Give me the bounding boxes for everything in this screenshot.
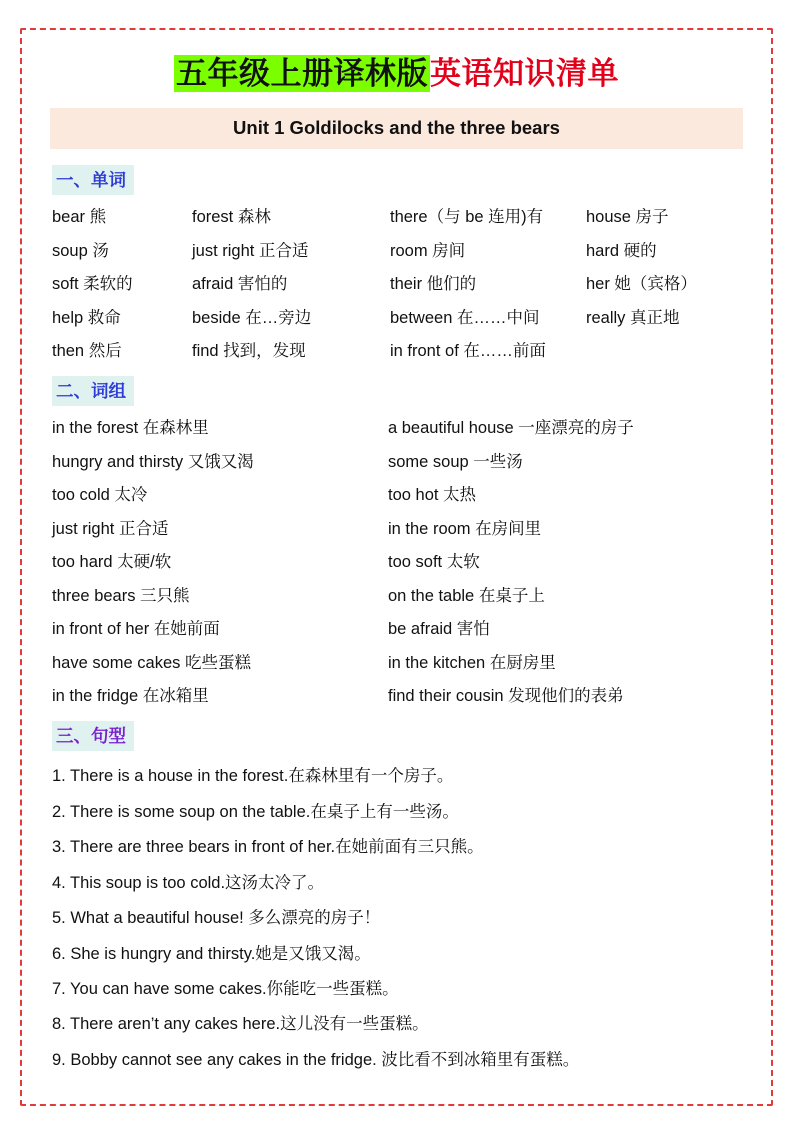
list-item: 3. There are three bears in front of her.在她前面有三只熊。 xyxy=(52,838,484,857)
sentences-list xyxy=(52,759,743,1078)
section-heading-phrases: 二、词组 xyxy=(52,376,134,406)
word-cell: soup 汤 xyxy=(52,241,109,260)
table-row xyxy=(52,479,743,512)
phrase-cell: a beautiful house 一座漂亮的房子 xyxy=(388,419,634,438)
table-row xyxy=(52,201,743,234)
table-row xyxy=(52,235,743,268)
phrase-cell: find their cousin 发现他们的表弟 xyxy=(388,686,624,705)
table-row xyxy=(52,335,743,368)
word-cell xyxy=(586,341,743,362)
phrase-cell: three bears 三只熊 xyxy=(52,586,190,605)
word-cell: in front of 在……前面 xyxy=(390,342,546,361)
table-row xyxy=(52,546,743,579)
word-cell: help 救命 xyxy=(52,308,121,327)
phrase-cell: too hard 太硬/软 xyxy=(52,553,172,572)
phrases-table xyxy=(52,412,743,713)
word-cell: there（与 be 连用)有 xyxy=(390,208,544,227)
phrase-cell: in front of her 在她前面 xyxy=(52,620,220,639)
word-cell: then 然后 xyxy=(52,342,122,361)
section-heading-words: 一、单词 xyxy=(52,165,134,195)
word-cell: really 真正地 xyxy=(586,308,680,327)
word-cell: forest 森林 xyxy=(192,208,271,227)
phrase-cell: on the table 在桌子上 xyxy=(388,586,545,605)
page-title-highlight: 五年级上册译林版 xyxy=(176,56,428,91)
list-item: 6. She is hungry and thirsty.她是又饿又渴。 xyxy=(52,944,371,963)
table-row xyxy=(52,302,743,335)
phrase-cell: too hot 太热 xyxy=(388,486,477,505)
word-cell: room 房间 xyxy=(390,241,466,260)
page-title xyxy=(50,54,743,94)
phrase-cell: some soup 一些汤 xyxy=(388,452,523,471)
list-item: 7. You can have some cakes.你能吃一些蛋糕。 xyxy=(52,980,399,999)
word-cell: house 房子 xyxy=(586,208,669,227)
section-heading-sentences: 三、句型 xyxy=(52,721,134,751)
document-content xyxy=(24,30,769,1078)
list-item: 9. Bobby cannot see any cakes in the fridge. 波比看不到冰箱里有蛋糕。 xyxy=(52,1050,580,1069)
table-row xyxy=(52,613,743,646)
word-cell: between 在……中间 xyxy=(390,308,540,327)
phrase-cell: just right 正合适 xyxy=(52,519,169,538)
list-item: 8. There aren’t any cakes here.这儿没有一些蛋糕。 xyxy=(52,1015,429,1034)
table-row xyxy=(52,647,743,680)
table-row xyxy=(52,680,743,713)
word-cell: beside 在…旁边 xyxy=(192,308,312,327)
phrase-cell: in the kitchen 在厨房里 xyxy=(388,653,556,672)
table-row xyxy=(52,412,743,445)
table-row xyxy=(52,580,743,613)
unit-banner: Unit 1 Goldilocks and the three bears xyxy=(50,108,743,149)
word-cell: their 他们的 xyxy=(390,275,477,294)
word-cell: soft 柔软的 xyxy=(52,275,133,294)
page-title-red: 英语知识清单 xyxy=(430,56,619,91)
word-cell: afraid 害怕的 xyxy=(192,275,288,294)
table-row xyxy=(52,268,743,301)
word-cell: just right 正合适 xyxy=(192,241,309,260)
phrase-cell: be afraid 害怕 xyxy=(388,620,490,639)
phrase-cell: in the room 在房间里 xyxy=(388,519,542,538)
phrase-cell: too soft 太软 xyxy=(388,553,480,572)
word-cell: bear 熊 xyxy=(52,208,107,227)
list-item: 1. There is a house in the forest.在森林里有一个房子。 xyxy=(52,767,454,786)
phrase-cell: in the forest 在森林里 xyxy=(52,419,209,438)
phrase-cell: in the fridge 在冰箱里 xyxy=(52,686,209,705)
list-item: 2. There is some soup on the table.在桌子上有一些汤。 xyxy=(52,802,459,821)
words-table xyxy=(52,201,743,368)
table-row xyxy=(52,513,743,546)
list-item: 4. This soup is too cold.这汤太冷了。 xyxy=(52,873,325,892)
phrase-cell: hungry and thirsty 又饿又渴 xyxy=(52,452,254,471)
word-cell: hard 硬的 xyxy=(586,241,657,260)
list-item: 5. What a beautiful house! 多么漂亮的房子！ xyxy=(52,909,381,928)
word-cell: find 找到，发现 xyxy=(192,342,306,361)
phrase-cell: have some cakes 吃些蛋糕 xyxy=(52,653,251,672)
word-cell: her 她（宾格） xyxy=(586,275,697,294)
phrase-cell: too cold 太冷 xyxy=(52,486,148,505)
table-row xyxy=(52,446,743,479)
